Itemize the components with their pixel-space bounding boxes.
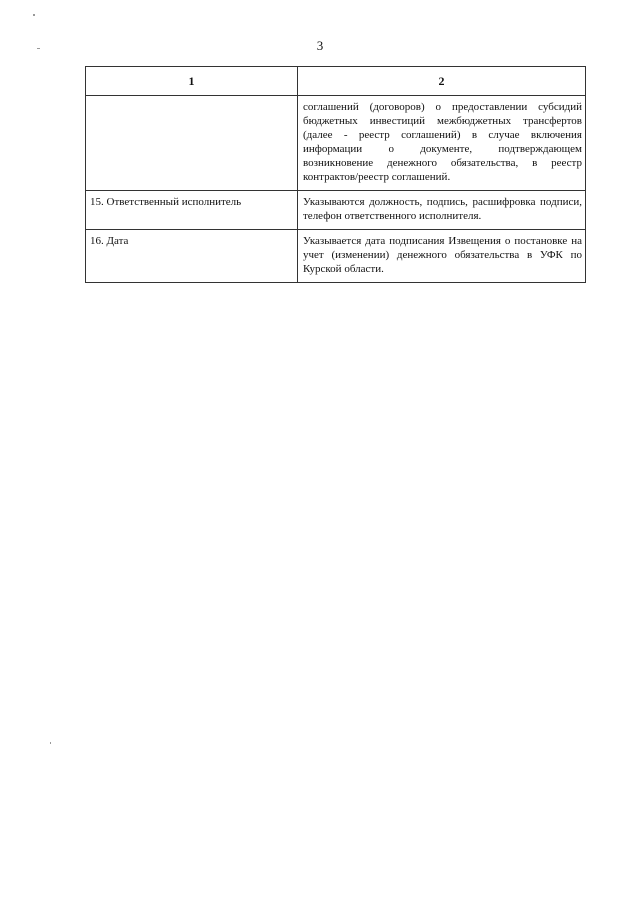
scan-speck: [33, 14, 35, 16]
page-number: 3: [316, 38, 324, 53]
row-label: [86, 96, 298, 191]
table-row: [86, 96, 586, 191]
row-label: 15. Ответственный исполнитель: [86, 191, 298, 230]
table-row: [86, 230, 586, 283]
document-table: [85, 66, 586, 283]
column-header: 2: [298, 67, 586, 96]
row-description: соглашений (договоров) о предоставлении субсидий бюджетных инвестиций межбюджетных трансфертов (далее - реестр соглашений) в случае включения информации о документе, подтверждающем возникновение денежного обязательства, в реестр контрактов/реестр соглашений.: [298, 96, 586, 191]
row-description: Указывается дата подписания Извещения о постановке на учет (изменении) денежного обязательства в УФК по Курской области.: [298, 230, 586, 283]
row-label: 16. Дата: [86, 230, 298, 283]
scan-speck: [50, 742, 51, 744]
column-header: 1: [86, 67, 298, 96]
table-header-row: [86, 67, 586, 96]
row-description: Указываются должность, подпись, расшифровка подписи, телефон ответственного исполнителя.: [298, 191, 586, 230]
table-row: [86, 191, 586, 230]
